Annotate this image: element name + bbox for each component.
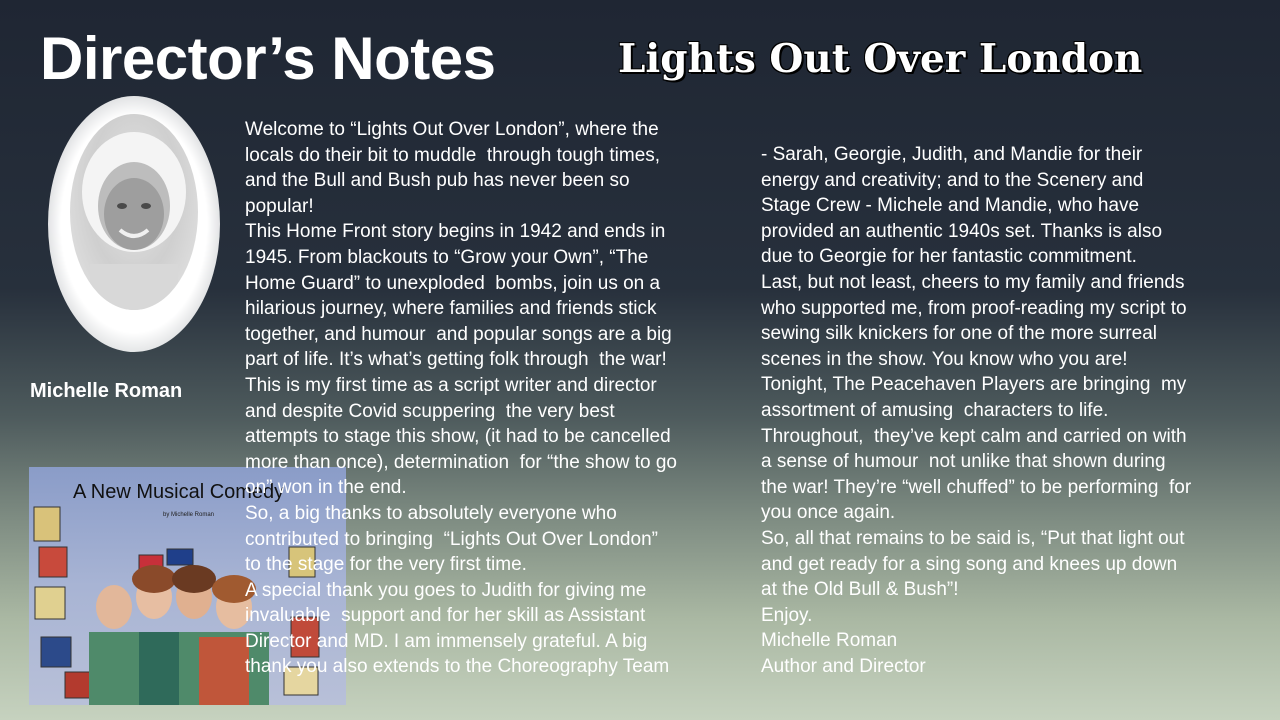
author-caption: Michelle Roman	[30, 380, 183, 402]
text-line: due to Georgie for her fantastic commitment.	[761, 246, 1137, 268]
page-title: Director’s Notes	[40, 25, 496, 92]
notes-column-left	[245, 117, 735, 680]
text-line: and get ready for a sing song and knees up down	[761, 553, 1178, 575]
text-line: together, and humour and popular songs are a big	[245, 323, 672, 345]
text-line: A special thank you goes to Judith for giving me	[245, 579, 647, 601]
text-line: Enjoy.	[761, 604, 813, 626]
text-line: locals do their bit to muddle through tough times,	[245, 144, 661, 166]
text-line: popular!	[245, 195, 314, 217]
text-line: scenes in the show. You know who you are!	[761, 348, 1128, 370]
text-line: This is my first time as a script writer and director	[245, 374, 657, 396]
poster-byline: by Michelle Roman	[163, 512, 215, 518]
text-line: contributed to bringing “Lights Out Over London”	[245, 528, 658, 550]
text-line: provided an authentic 1940s set. Thanks is also	[761, 220, 1163, 242]
text-line: hilarious journey, where families and friends stick	[245, 298, 657, 320]
text-line: Michelle Roman	[761, 630, 898, 652]
text-line: a sense of humour not unlike that shown during	[761, 451, 1166, 473]
text-line: So, a big thanks to absolutely everyone who	[245, 502, 617, 524]
text-line: Director and MD. I am immensely grateful. A big	[245, 630, 648, 652]
text-line: Tonight, The Peacehaven Players are bringing my	[761, 374, 1187, 396]
show-title: Lights Out Over London	[618, 36, 1143, 82]
text-line: on” won in the end.	[245, 477, 407, 499]
text-line: and the Bull and Bush pub has never been so	[245, 170, 630, 192]
text-line: So, all that remains to be said is, “Put that light out	[761, 527, 1185, 549]
text-line: part of life. It’s what’s getting folk through the war!	[245, 349, 667, 371]
poster-title: A New Musical Comedy	[73, 481, 285, 503]
text-line: more than once), determination for “the show to go	[245, 451, 677, 473]
text-line: and despite Covid scuppering the very best	[245, 400, 615, 422]
text-line: Last, but not least, cheers to my family and friends	[761, 271, 1185, 293]
text-line: This Home Front story begins in 1942 and ends in	[245, 221, 666, 243]
text-line: at the Old Bull & Bush”!	[761, 579, 959, 601]
text-line: to the stage for the very first time.	[245, 554, 527, 576]
text-line: assortment of amusing characters to life.	[761, 399, 1109, 421]
text-line: who supported me, from proof-reading my script to	[761, 297, 1187, 319]
text-line: 1945. From blackouts to “Grow your Own”, “The	[245, 246, 649, 268]
text-line: energy and creativity; and to the Scenery and	[761, 169, 1144, 191]
text-line: the war! They’re “well chuffed” to be performing for	[761, 476, 1192, 498]
text-line: thank you also extends to the Choreography Team	[245, 656, 670, 678]
text-line: Author and Director	[761, 655, 926, 677]
text-line: invaluable support and for her skill as Assistant	[245, 605, 646, 627]
text-line: attempts to stage this show, (it had to be cancelled	[245, 426, 671, 448]
text-line: Welcome to “Lights Out Over London”, where the	[245, 119, 659, 140]
text-line: - Sarah, Georgie, Judith, and Mandie for their	[761, 144, 1143, 165]
portrait-illustration	[70, 114, 198, 310]
text-line: you once again.	[761, 502, 896, 524]
text-line: Stage Crew - Michele and Mandie, who have	[761, 195, 1140, 217]
notes-column-right	[761, 142, 1261, 679]
text-line: sewing silk knickers for one of the more surreal	[761, 323, 1157, 345]
text-line: Home Guard” to unexploded bombs, join us on a	[245, 272, 661, 294]
author-portrait	[48, 96, 220, 352]
text-line: Throughout, they’ve kept calm and carried on with	[761, 425, 1187, 447]
portrait-photo	[70, 114, 198, 310]
